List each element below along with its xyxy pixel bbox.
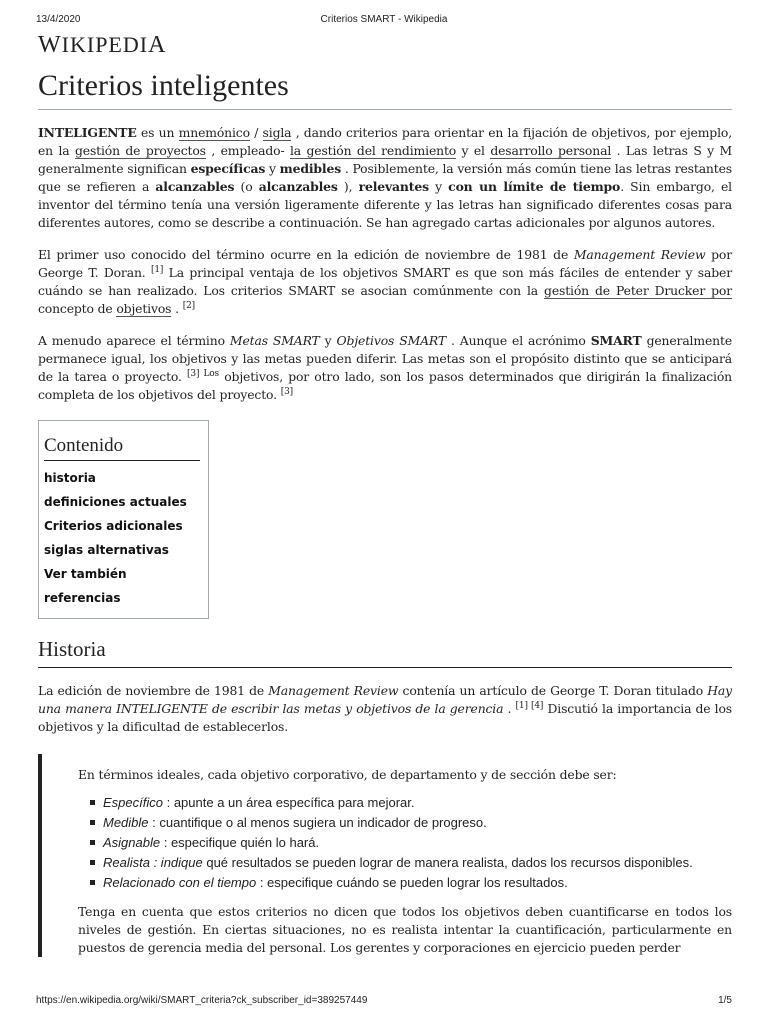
toc-item-definiciones[interactable]: definiciones actuales [44,495,187,509]
print-page-title: Criterios SMART - Wikipedia [320,14,448,25]
citation-1-historia[interactable]: [1] [515,700,528,711]
print-header [36,14,732,28]
print-page-number: 1/5 [718,995,732,1006]
toc-item-ver-tambien[interactable]: Ver también [44,567,127,581]
link-sigla[interactable]: sigla [262,125,292,140]
toc-item-historia[interactable]: historia [44,471,96,485]
print-footer [36,995,732,1009]
list-item: Asignable : especifique quién lo hará. [103,834,732,851]
blockquote [38,754,732,957]
wikipedia-logo[interactable]: WIKIPEDIA [38,32,167,58]
list-item: Relacionado con el tiempo : especifique cuándo se pueden lograr los resultados. [103,874,732,891]
citation-3b[interactable]: [3] [280,386,294,397]
link-objetivos[interactable]: objetivos [116,301,172,316]
list-item: Medible : cuantifique o al menos sugiera un indicador de progreso. [103,814,732,831]
intro-paragraph-2: El primer uso conocido del término ocurre en la edición de noviembre de 1981 de Management Review por George T. Doran. [1] La principal ventaja de los objetivos SMART es que son más fáciles de entender y saber cuándo se han realizado. Los criterios SMART se asocian comúnmente con la gestión de Peter Drucker por concepto de objetivos . [2] [38,247,733,316]
citation-1[interactable]: [1] [150,264,164,275]
toc-item-referencias[interactable]: referencias [44,591,121,605]
toc-title: Contenido [44,435,200,461]
toc-item-siglas[interactable]: siglas alternativas [44,543,169,557]
link-desarrollo-personal[interactable]: desarrollo personal [490,143,612,158]
quote-intro: En términos ideales, cada objetivo corporativo, de departamento y de sección debe ser: [78,767,617,782]
link-peter-drucker[interactable]: gestión de Peter Drucker por [544,283,733,298]
intro-paragraph-1: INTELIGENTE es un mnemónico / sigla , dando criterios para orientar en la fijación de objetivos, por ejemplo, en la gestión de proyectos , empleado- la gestión del rendimiento y el desarrollo personal . Las letras S y M generalmente significan específicas y medibles . Posiblemente, la versión más común tiene las letras restantes que se refieren a alcanzables (o alcanzables ), relevantes y con un límite de tiempo. Sin embargo, el inventor del término tenía una versión ligeramente diferente y las letras han significado diferentes cosas para diferentes autores, como se describe a continuación. Se han agregado cartas adicionales por algunos autores. [38,125,732,230]
link-mnemonico[interactable]: mnemónico [178,125,250,140]
citation-4[interactable]: [4] [527,700,544,711]
print-url: https://en.wikipedia.org/wiki/SMART_criteria?ck_subscriber_id=389257449 [36,995,368,1006]
article-content [38,66,732,957]
toc-item-criterios-adicionales[interactable]: Criterios adicionales [44,519,183,533]
list-item: Específico : apunte a un área específica para mejorar. [103,794,732,811]
print-date: 13/4/2020 [36,14,81,25]
table-of-contents [38,420,209,619]
link-gestion-rendimiento[interactable]: la gestión del rendimiento [289,143,457,158]
section-heading-historia: Historia [38,637,732,668]
citation-3[interactable]: [3] [187,368,200,379]
list-item: Realista : indique qué resultados se pueden lograr de manera realista, dados los recursos disponibles. [103,854,732,871]
criteria-list [78,794,732,891]
citation-2[interactable]: [2] [182,300,196,311]
quote-after-paragraph: Tenga en cuenta que estos criterios no dicen que todos los objetivos deben cuantificarse en todos los niveles de gestión. En ciertas situaciones, no es realista intentar la cuantificación, particularmente en puestos de gerencia media del personal. Los gerentes y corporaciones en ejercicio pueden perder [78,904,732,955]
intro-paragraph-3: A menudo aparece el término Metas SMART y Objetivos SMART . Aunque el acrónimo SMART generalmente permanece igual, los objetivos y las metas pueden diferir. Las metas son el propósito distinto que se anticipará de la tarea o proyecto. [3] $^{Los}$ objetivos, por otro lado, son los pasos determinados que dirigirán la finalización completa de los objetivos del proyecto. [3] [38,333,732,402]
page-title: Criterios inteligentes [38,66,732,110]
historia-paragraph: La edición de noviembre de 1981 de Management Review contenía un artículo de George T. Doran titulado Hay una manera INTELIGENTE de escribir las metas y objetivos de la gerencia . [1] [4] Discutió la importancia de los objetivos y la dificultad de establecerlos. [38,683,732,734]
link-gestion-proyectos[interactable]: gestión de proyectos [74,143,206,158]
